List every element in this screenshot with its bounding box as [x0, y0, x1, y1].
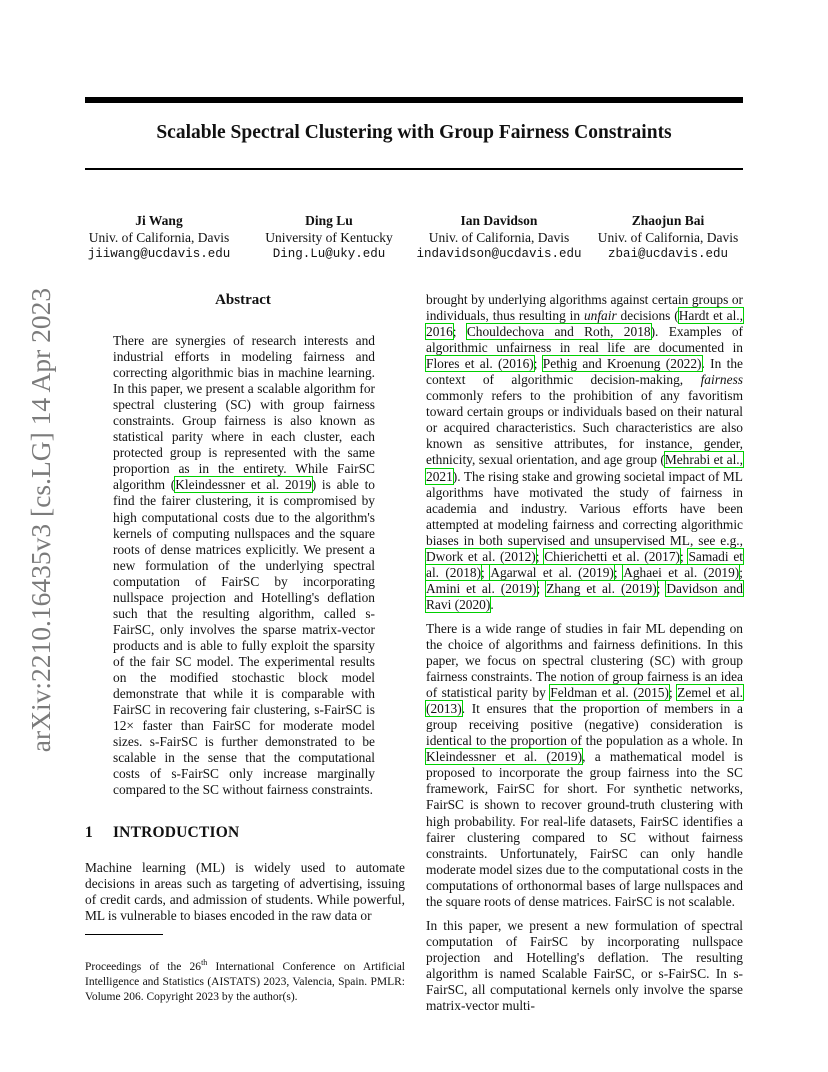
intro-text — [85, 860, 405, 924]
citation-link[interactable]: Pethig and Kroenung (2022) — [542, 356, 702, 372]
text: decisions ( — [616, 308, 679, 324]
section-number: 1 — [85, 824, 93, 841]
text: ; — [535, 548, 545, 564]
footnote-rule — [85, 934, 163, 935]
paragraph — [426, 621, 743, 910]
citation-link[interactable]: Zemel et al. (2013) — [426, 685, 744, 717]
emphasis: unfair — [583, 308, 617, 324]
text: ). Examples of algorithmic unfairness in real life are documented in — [426, 324, 743, 356]
abstract-heading: Abstract — [215, 292, 271, 308]
author-name: Zhaojun Bai — [631, 213, 705, 228]
text: , a mathematical model is proposed to incorporate the group fairness into the SC framework, FairSC for short. For synthetic networks, FairSC is shown to recover ground-truth clustering with high probability. For real-life datasets, FairSC identifies a fairer clustering compared to SC without fairness constraints. Unfortunately, FairSC can only handle moderate model sizes due to the computational costs in the computations of orthonormal bases of large nullspaces and the square roots of dense matrices. FairSC is not scalable. — [426, 749, 743, 909]
footnote — [85, 955, 405, 1005]
text: ; — [613, 564, 624, 580]
text: ; — [452, 324, 467, 340]
abstract-text-part: ) is able to find the fairer clustering, it is compromised by high computational costs due to the algorithm's kernels of computing nullspaces and the square roots of dense matrices explicitly. We present a new formulation of the underlying spectral computation of FairSC by incorporating nullspace projection and Hotelling's deflation such that the resulting algorithm, called s-FairSC, only involves the sparse matrix-vector products and is able to fully exploit the sparsity of the fair SC model. The experimental results on the modified stochastic block model demonstrate that while it is comparable with FairSC in recovering fair clustering, s-FairSC is 12× faster than FairSC for moderate model sizes. s-FairSC is further demonstrated to be scalable in the sense that the computational costs of s-FairSC only increase marginally compared to the SC without fairness constraints. — [113, 477, 375, 798]
section-title: INTRODUCTION — [112, 824, 240, 841]
author-2 — [234, 212, 424, 263]
citation-link[interactable]: Aghaei et al. (2019) — [623, 564, 740, 580]
citation-link[interactable]: Hardt et al., 2016 — [426, 308, 743, 340]
footnote-text: Proceedings of the 26 — [85, 960, 202, 973]
intro-paragraph: Machine learning (ML) is widely used to automate decisions in areas such as targeting of advertising, issuing of credit cards, and admission of students. While powerful, ML is vulnerable to biases encoded in the raw data or — [85, 860, 405, 924]
top-rule — [85, 97, 743, 103]
citation-link[interactable]: Kleindessner et al. (2019) — [426, 749, 583, 765]
text: There is a wide range of studies in fair ML depending on the choice of algorithms and fairness definitions. In this paper, we focus on spectral clustering (SC) with group fairness constraints. The notion of group fairness is an idea of statistical parity by — [426, 620, 743, 701]
author-affiliation: Univ. of California, Davis — [428, 230, 570, 245]
text: ; — [533, 356, 543, 372]
citation-link[interactable]: Amini et al. (2019) — [426, 580, 537, 596]
author-email[interactable]: zbai@ucdavis.edu — [607, 247, 729, 261]
author-3 — [404, 212, 594, 263]
text: . In the context of algorithmic decision-making, — [426, 356, 743, 388]
footnote-text: International Conference on Artificial Intelligence and Statistics (AISTATS) 2023, Valencia, Spain. PMLR: Volume 206. Copyright 2023 by the author(s). — [85, 960, 406, 1003]
abstract-text-part: There are synergies of research interests and industrial efforts in modeling fairness and correcting algorithmic bias in machine learning. In this paper, we present a scalable algorithm for spectral clustering (SC) with group fairness constraints. Group fairness is also known as statistical parity where in each cluster, each protected group is represented with the same proportion as in the entirety. While FairSC algorithm ( — [113, 333, 375, 493]
arxiv-stamp[interactable]: arXiv:2210.16435v3 [cs.LG] 14 Apr 2023 — [25, 287, 56, 753]
author-name: Ji Wang — [135, 213, 183, 228]
text: ; — [656, 580, 667, 596]
citation-link[interactable]: Chierichetti et al. (2017) — [544, 548, 680, 564]
text: ). The rising stake and growing societal impact of ML algorithms have motivated the study of fairness in academia and industry. Various efforts have been attempted at modeling fairness and correcting algorithmic biases in both supervised and unsupervised ML, see e.g., — [426, 468, 743, 548]
text: ; — [536, 580, 547, 596]
text: ; — [668, 685, 678, 701]
footnote-sup: th — [201, 958, 208, 967]
citation-link[interactable]: Agarwal et al. (2019) — [490, 564, 614, 580]
citation-link[interactable]: Chouldechova and Roth, 2018 — [466, 324, 651, 340]
emphasis: fairness — [700, 372, 743, 388]
abstract-text — [113, 333, 375, 798]
author-affiliation: Univ. of California, Davis — [597, 230, 739, 245]
author-4 — [573, 212, 763, 263]
title-rule — [85, 168, 743, 170]
citation-link[interactable]: Samadi et al. (2018) — [426, 548, 743, 580]
paper-title: Scalable Spectral Clustering with Group Fairness Constraints — [156, 122, 672, 143]
paragraph — [426, 292, 743, 613]
author-email[interactable]: jiiwang@ucdavis.edu — [87, 247, 231, 261]
citation-link[interactable]: Mehrabi et al., 2021 — [426, 452, 743, 484]
text: . — [490, 596, 494, 612]
author-1 — [64, 212, 254, 263]
citation-link[interactable]: Kleindessner et al. 2019 — [175, 477, 312, 493]
paragraph: In this paper, we present a new formulation of spectral computation of FairSC by incorporating nullspace projection and Hotelling's deflation. The resulting algorithm is named Scalable FairSC, or s-FairSC. In s-FairSC, all computational kernels only involve the sparse matrix-vector multi- — [426, 917, 743, 1014]
citation-link[interactable]: Feldman et al. (2015) — [550, 685, 669, 701]
text: ; — [739, 564, 743, 580]
text: ; — [679, 548, 689, 564]
author-affiliation: Univ. of California, Davis — [88, 230, 230, 245]
text: brought by underlying algorithms against certain groups or individuals, thus resulting in — [426, 292, 743, 324]
author-name: Ding Lu — [305, 213, 353, 228]
text: ; — [481, 564, 491, 580]
citation-link[interactable]: Flores et al. (2016) — [426, 356, 534, 372]
citation-link[interactable]: Dwork et al. (2012) — [426, 548, 536, 564]
citation-link[interactable]: Zhang et al. (2019) — [546, 580, 657, 596]
author-email[interactable]: indavidson@ucdavis.edu — [416, 247, 582, 261]
author-email[interactable]: Ding.Lu@uky.edu — [272, 247, 386, 261]
citation-link[interactable]: Davidson and Ravi (2020) — [426, 580, 743, 612]
text: . It ensures that the proportion of members in a group receiving positive (negative) consideration is identical to the proportion of the population as a whole. In — [426, 701, 743, 749]
text: commonly refers to the prohibition of any favoritism toward certain groups or individuals based on their natural or acquired characteristics. Such characteristics are also known as sensitive attributes, for instance, gender, ethnicity, sexual orientation, and age group ( — [426, 388, 743, 468]
author-name: Ian Davidson — [460, 213, 538, 228]
author-affiliation: University of Kentucky — [265, 230, 393, 245]
section-heading — [85, 824, 239, 842]
right-column — [426, 292, 743, 1014]
